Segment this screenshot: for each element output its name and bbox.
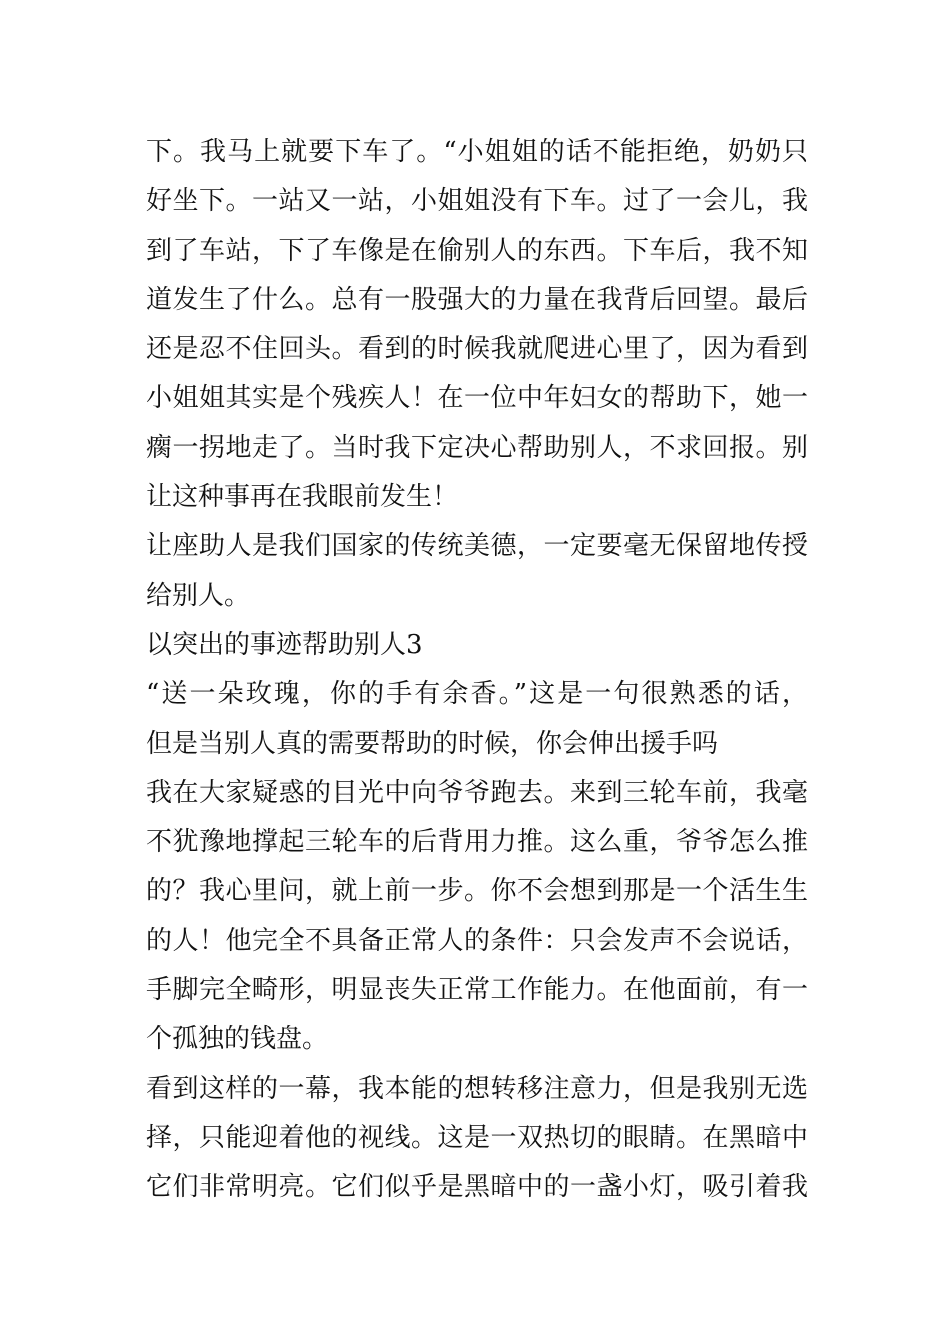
text-line: 择，只能迎着他的视线。这是一双热切的眼睛。在黑暗中 [146,1122,808,1153]
text-line: 下。我马上就要下车了。“小姐姐的话不能拒绝，奶奶只 [146,137,808,167]
text-line: 让座助人是我们国家的传统美德，一定要毫无保留地传授 [146,531,808,562]
text-line: 看到这样的一幕，我本能的想转移注意力，但是我别无选 [146,1073,808,1104]
text-line: 我在大家疑惑的目光中向爷爷跑去。来到三轮车前，我毫 [146,777,808,808]
text-line: 个孤独的钱盘。 [146,1024,329,1055]
text-line: 还是忍不住回头。看到的时候我就爬进心里了，因为看到 [146,334,808,365]
text-line: 但是当别人真的需要帮助的时候，你会伸出援手吗 [146,728,719,759]
section-heading: 以突出的事迹帮助别人3 [146,629,423,660]
text-line: 给别人。 [146,580,251,611]
text-line: 它们非常明亮。它们似乎是黑暗中的一盏小灯，吸引着我 [146,1172,808,1203]
text-line: 道发生了什么。总有一股强大的力量在我背后回望。最后 [146,284,808,315]
document-body [146,128,808,1213]
text-line: 手脚完全畸形，明显丧失正常工作能力。在他面前，有一 [146,975,808,1006]
text-line: 的？我心里问，就上前一步。你不会想到那是一个活生生 [146,876,808,907]
text-line: 到了车站，下了车像是在偷别人的东西。下车后，我不知 [146,235,808,266]
text-line: 好坐下。一站又一站，小姐姐没有下车。过了一会儿，我 [146,186,808,217]
text-line: 不犹豫地撑起三轮车的后背用力推。这么重，爷爷怎么推 [146,827,808,858]
text-line: 瘸一拐地走了。当时我下定决心帮助别人，不求回报。别 [146,432,808,463]
text-line: 的人！他完全不具备正常人的条件：只会发声不会说话， [146,925,808,956]
text-line: 让这种事再在我眼前发生！ [146,482,459,513]
text-line: 小姐姐其实是个残疾人！在一位中年妇女的帮助下，她一 [146,383,808,414]
text-line: “送一朵玫瑰，你的手有余香。”这是一句很熟悉的话， [146,679,808,710]
